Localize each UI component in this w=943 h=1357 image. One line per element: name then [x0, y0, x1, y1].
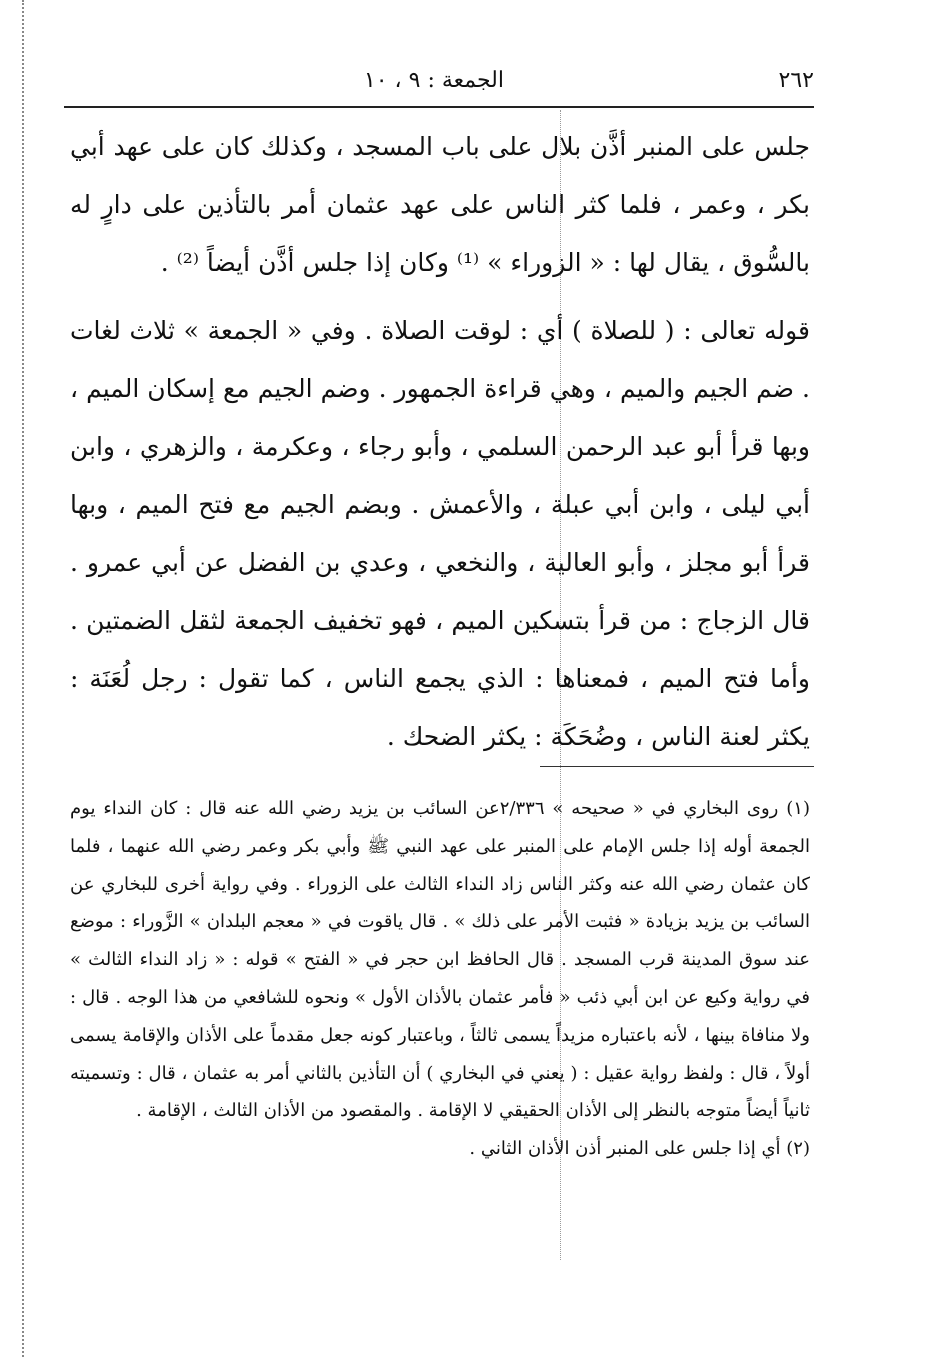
main-text [70, 118, 810, 766]
page-gutter [0, 0, 24, 1357]
header-rule [64, 106, 814, 108]
footnotes [70, 790, 810, 1168]
paragraph-1: جلس على المنبر أذَّن بلال على باب المسجد ، وكذلك كان على عهد أبي بكر ، وعمر ، فلما كثر الناس على عهد عثمان أمر بالتأذين على دارٍ له بالسُّوق ، يقال لها : « الزوراء » ⁽¹⁾ وكان إذا جلس أذَّن أيضاً ⁽²⁾ . [70, 132, 810, 277]
footnote-1: (١) روى البخاري في « صحيحه » ٢/٣٣٦عن السائب بن يزيد رضي الله عنه قال : كان النداء يوم الجمعة أوله إذا جلس الإمام على المنبر على عهد النبي ﷺ وأبي بكر وعمر رضي الله عنهما ، فلما كان عثمان رضي الله عنه وكثر الناس زاد النداء الثالث على الزوراء . وفي رواية أخرى للبخاري عن السائب بن يزيد بزيادة « فثبت الأمر على ذلك » . قال ياقوت في « معجم البلدان » الزَّوراء : موضع عند سوق المدينة قرب المسجد . قال الحافظ ابن حجر في « الفتح » قوله : « زاد النداء الثالث » في رواية وكيع عن ابن أبي ذئب « فأمر عثمان بالأذان الأول » ونحوه للشافعي من هذا الوجه . قال : ولا منافاة بينها ، لأنه باعتباره مزيداً يسمى ثالثاً ، وباعتبار كونه جعل مقدماً على الأذان والإقامة يسمى أولاً ، قال : ولفظ رواية عقيل : ( يعني في البخاري ) أن التأذين بالثاني أمر به عثمان ، قال : وتسميته ثانياً أيضاً متوجه بالنظر إلى الأذان الحقيقي لا الإقامة . والمقصود من الأذان الثالث ، الإقامة . [70, 798, 810, 1122]
page-header [64, 68, 814, 104]
paragraph-2: قوله تعالى : ( للصلاة ) أي : لوقت الصلاة . وفي « الجمعة » ثلاث لغات . ضم الجيم والميم ، وهي قراءة الجمهور . وضم الجيم مع إسكان الميم ، وبها قرأ أبو عبد الرحمن السلمي ، وأبو رجاء ، وعكرمة ، والزهري ، وابن أبي ليلى ، وابن أبي عبلة ، والأعمش . وبضم الجيم مع فتح الميم ، وبها قرأ أبو مجلز ، وأبو العالية ، والنخعي ، وعدي بن الفضل عن أبي عمرو . قال الزجاج : من قرأ بتسكين الميم ، فهو تخفيف الجمعة لثقل الضمتين . وأما فتح الميم ، فمعناها : الذي يجمع الناس ، كما تقول : رجل لُعَنَة : يكثر لعنة الناس ، وضُحَكَة : يكثر الضحك . [70, 316, 810, 751]
footnote-separator [540, 766, 814, 767]
footnote-2: (٢) أي إذا جلس على المنبر أذن الأذان الثاني . [469, 1138, 810, 1160]
page-number: ٢٦٢ [778, 68, 814, 93]
running-title: الجمعة : ٩ ، ١٠ [363, 68, 504, 93]
